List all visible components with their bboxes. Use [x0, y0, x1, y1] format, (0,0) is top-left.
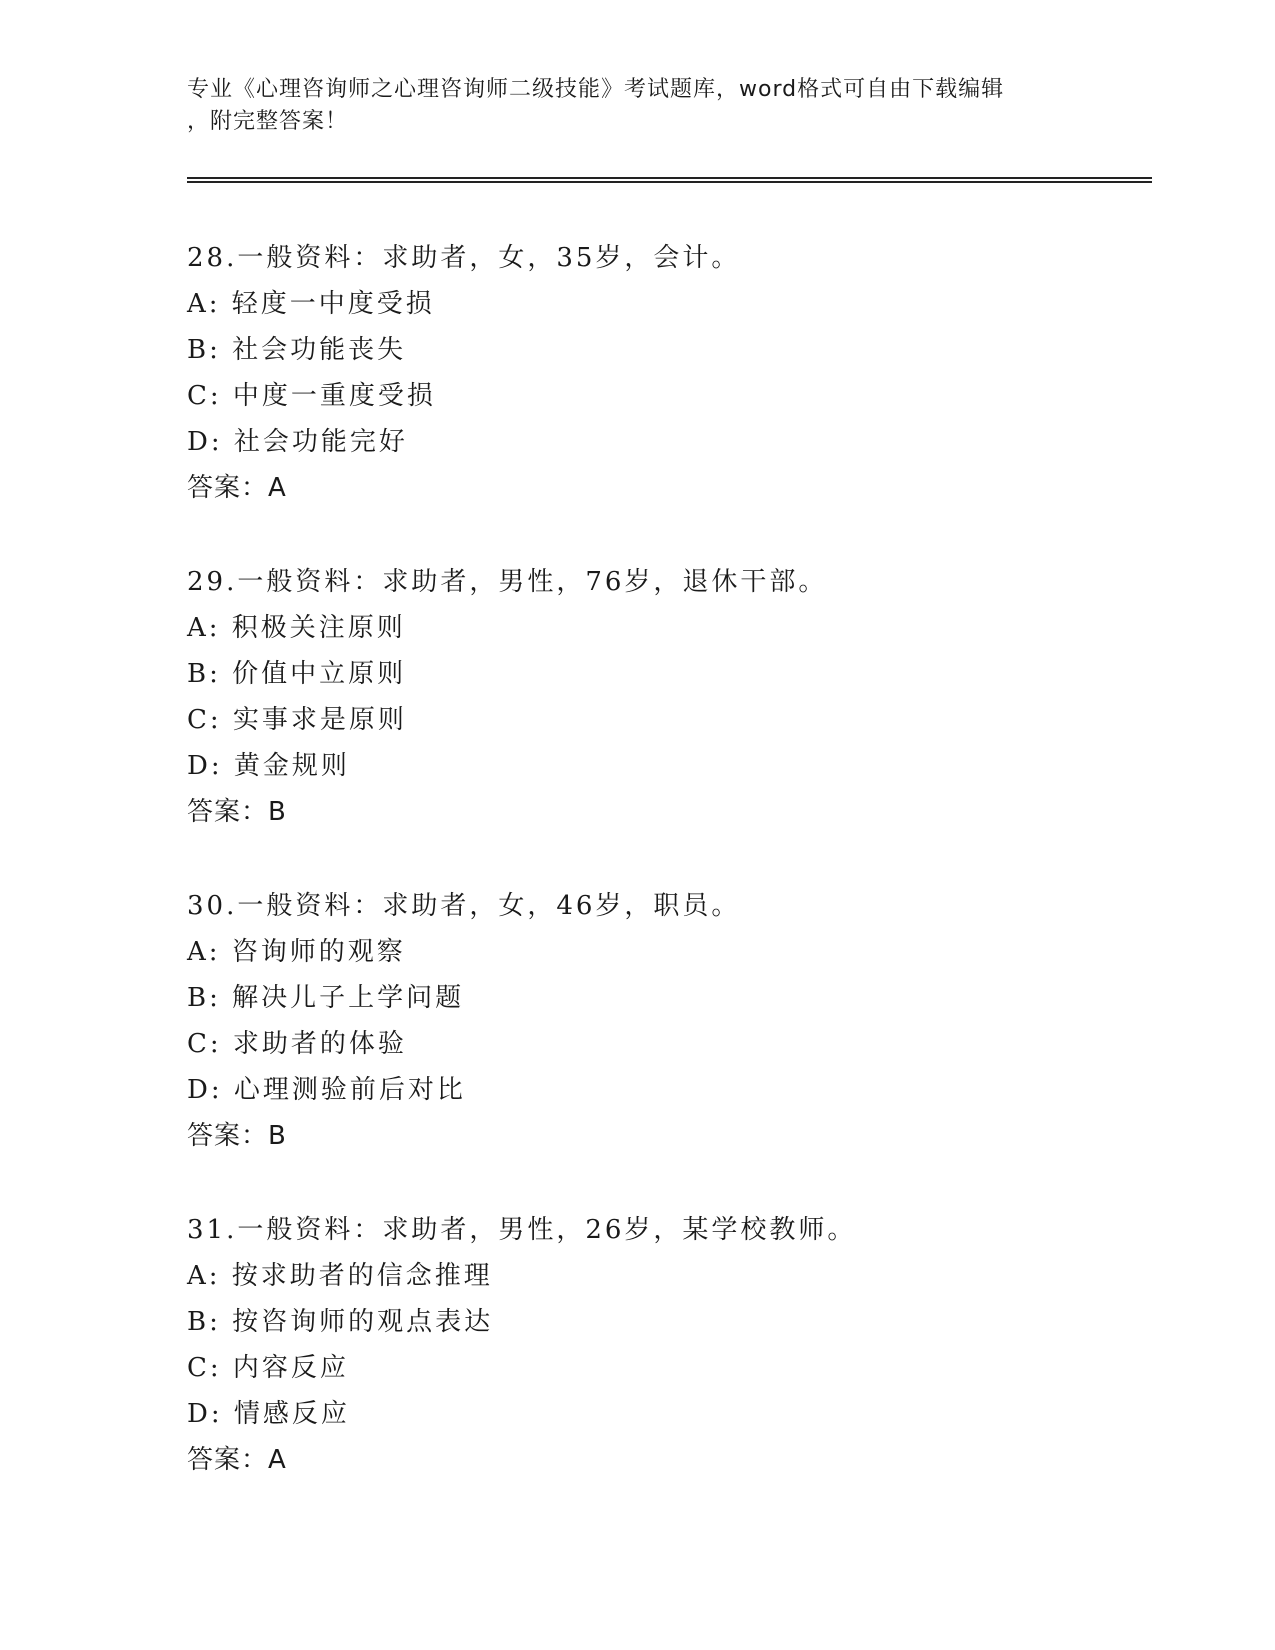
- option-d: D: 心理测验前后对比: [187, 1075, 466, 1105]
- option-a: A: 按求助者的信念推理: [187, 1261, 493, 1291]
- option-b: B: 按咨询师的观点表达: [187, 1307, 494, 1337]
- document-header: [187, 74, 1067, 138]
- answer-line: 答案：A: [187, 1445, 287, 1475]
- option-b: B: 社会功能丧失: [187, 335, 407, 365]
- header-divider: [187, 177, 1152, 183]
- question-30: [187, 883, 1147, 1159]
- option-c: C: 实事求是原则: [187, 705, 407, 735]
- question-stem: 29.一般资料：求助者，男性，76岁，退休干部。: [187, 567, 828, 597]
- answer-line: 答案：B: [187, 1121, 287, 1151]
- question-stem: 28.一般资料：求助者，女，35岁，会计。: [187, 243, 741, 273]
- answer-line: 答案：A: [187, 473, 287, 503]
- option-d: D: 社会功能完好: [187, 427, 408, 457]
- option-a: A: 积极关注原则: [187, 613, 406, 643]
- option-a: A: 咨询师的观察: [187, 937, 406, 967]
- question-31: [187, 1207, 1147, 1483]
- question-stem: 30.一般资料：求助者，女，46岁，职员。: [187, 891, 741, 921]
- option-d: D: 黄金规则: [187, 751, 350, 781]
- header-title-line-1: 专业《心理咨询师之心理咨询师二级技能》考试题库，word格式可自由下载编辑: [187, 77, 1005, 102]
- answer-line: 答案：B: [187, 797, 287, 827]
- option-a: A: 轻度一中度受损: [187, 289, 435, 319]
- option-c: C: 中度一重度受损: [187, 381, 436, 411]
- question-28: [187, 235, 1147, 511]
- option-d: D: 情感反应: [187, 1399, 350, 1429]
- option-b: B: 价值中立原则: [187, 659, 407, 689]
- question-stem: 31.一般资料：求助者，男性，26岁，某学校教师。: [187, 1215, 857, 1245]
- option-c: C: 求助者的体验: [187, 1029, 407, 1059]
- question-list: [187, 235, 1147, 1531]
- question-29: [187, 559, 1147, 835]
- option-c: C: 内容反应: [187, 1353, 349, 1383]
- header-title-line-2: ，附完整答案！: [187, 109, 349, 134]
- option-b: B: 解决儿子上学问题: [187, 983, 465, 1013]
